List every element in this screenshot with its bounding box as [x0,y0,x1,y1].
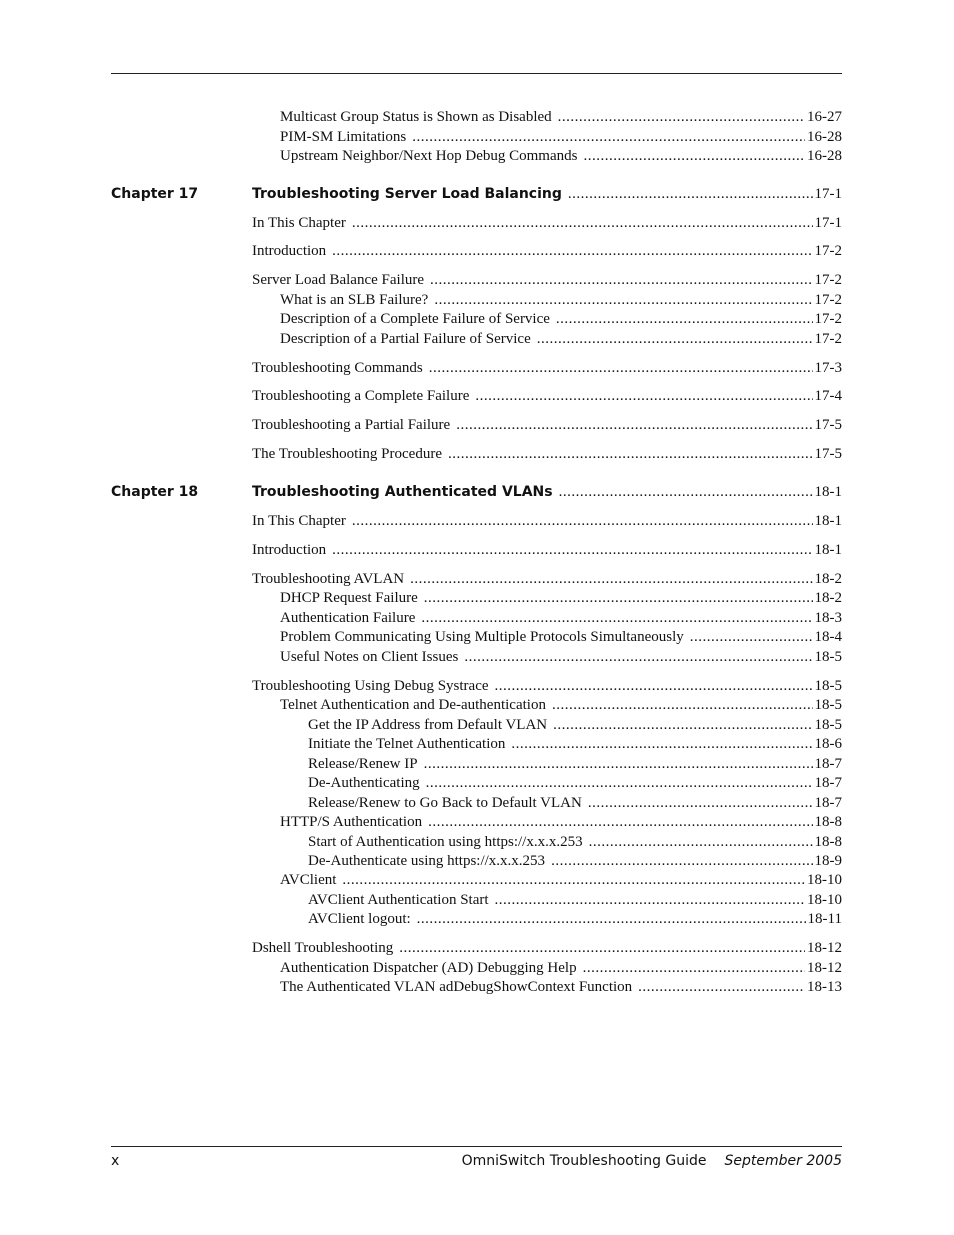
toc-entry-page: 18-1 [814,542,842,558]
toc-entry-page: 18-1 [814,484,842,500]
toc-entry[interactable] [280,627,842,647]
dot-leader [342,870,805,890]
toc-entry-title: Troubleshooting a Complete Failure [252,388,470,404]
toc-entry[interactable] [252,241,842,261]
toc-entry-page: 16-28 [807,129,842,145]
toc-entry-page: 18-4 [814,629,842,645]
dot-leader [412,127,805,147]
toc-entry-title: Start of Authentication using https://x.x.x.253 [308,834,583,850]
toc-entry-page: 18-13 [807,979,842,995]
dot-leader [583,958,805,978]
toc-entry[interactable] [252,444,842,464]
toc-entry-page: 18-5 [814,697,842,713]
toc-entry-page: 17-2 [814,331,842,347]
toc-entry[interactable] [252,569,842,589]
toc-entry-title: PIM-SM Limitations [280,129,407,145]
toc-row [111,870,842,890]
toc-row [111,358,842,378]
toc-row [111,627,842,647]
toc-row [111,832,842,852]
header-rule [111,73,842,74]
toc-row [111,695,842,715]
dot-leader [690,627,813,647]
toc-entry-title: Get the IP Address from Default VLAN [308,717,548,733]
toc-row [111,754,842,774]
dot-leader [430,270,812,290]
toc-row [111,213,842,233]
dot-leader [558,107,805,127]
toc-entry-title: Troubleshooting a Partial Failure [252,417,451,433]
toc-entry-page: 17-4 [814,388,842,404]
toc-row [111,540,842,560]
toc-entry-title: Description of a Partial Failure of Service [280,331,531,347]
dot-leader [638,977,805,997]
page-footer [111,1150,842,1172]
toc-row [111,715,842,735]
footer-right [462,1150,842,1172]
toc-row [111,851,842,871]
toc-row [111,146,842,166]
toc-entry-page: 17-2 [814,292,842,308]
toc-entry-page: 18-8 [814,834,842,850]
toc-row [111,386,842,406]
toc-entry-title: What is an SLB Failure? [280,292,429,308]
toc-entry-page: 18-5 [814,717,842,733]
toc-entry-page: 17-3 [814,360,842,376]
toc-entry-page: 16-27 [807,109,842,125]
dot-leader [495,676,813,696]
toc-entry[interactable] [308,890,842,910]
toc-entry-page: 18-7 [814,756,842,772]
toc-entry-page: 18-9 [814,853,842,869]
toc-entry-title: Introduction [252,243,327,259]
toc-row [111,415,842,435]
toc-entry-title: Troubleshooting AVLAN [252,571,405,587]
toc-entry-title: AVClient [280,872,337,888]
toc-entry-page: 17-2 [814,272,842,288]
toc-entry-title: Troubleshooting Using Debug Systrace [252,678,489,694]
toc-entry[interactable] [252,540,842,560]
dot-leader [448,444,813,464]
toc-entry-title: Upstream Neighbor/Next Hop Debug Commands [280,148,578,164]
toc-entry[interactable] [308,851,842,871]
toc-row [111,977,842,997]
toc-row [111,444,842,464]
toc-entry-page: 18-2 [814,590,842,606]
toc-entry-page: 18-1 [814,513,842,529]
toc-entry-title: Initiate the Telnet Authentication [308,736,506,752]
toc-entry[interactable] [280,588,842,608]
dot-leader [399,938,805,958]
toc-row [111,734,842,754]
toc-row [111,127,842,147]
toc-entry[interactable] [308,754,842,774]
toc-entry-page: 18-5 [814,649,842,665]
dot-leader [475,386,812,406]
toc-row [111,309,842,329]
dot-leader [434,290,812,310]
toc-entry-title: Troubleshooting Commands [252,360,423,376]
toc-entry[interactable] [252,213,842,233]
dot-leader [429,358,813,378]
toc-entry-title: Problem Communicating Using Multiple Protocols Simultaneously [280,629,684,645]
dot-leader [511,734,812,754]
dot-leader [332,540,812,560]
toc-entry[interactable] [252,415,842,435]
dot-leader [553,715,812,735]
toc-entry-title: Release/Renew IP [308,756,418,772]
toc-entry-title: In This Chapter [252,215,346,231]
footer-rule [111,1146,842,1147]
dot-leader [417,909,806,929]
toc-entry[interactable] [252,676,842,696]
toc-entry-title: Troubleshooting Authenticated VLANs [252,484,553,500]
chapter-label: Chapter 18 [111,484,199,500]
dot-leader [456,415,812,435]
toc-row [111,909,842,929]
toc-chapter-row [111,184,842,204]
toc-entry-title: Telnet Authentication and De-authentication [280,697,546,713]
dot-leader [583,146,805,166]
toc-entry-title: The Authenticated VLAN adDebugShowContext Function [280,979,633,995]
toc-row [111,676,842,696]
toc-row [111,812,842,832]
toc-entry-title: Multicast Group Status is Shown as Disabled [280,109,552,125]
dot-leader [464,647,812,667]
toc-row [111,647,842,667]
toc-entry-page: 18-5 [814,678,842,694]
toc-entry-title: Introduction [252,542,327,558]
toc-entry-title: Troubleshooting Server Load Balancing [252,186,562,202]
toc-row [111,958,842,978]
toc-entry-title: AVClient Authentication Start [308,892,489,908]
toc-entry[interactable] [308,909,842,929]
toc-chapter-entry[interactable] [252,482,842,502]
toc-entry-title: Server Load Balance Failure [252,272,425,288]
toc-row [111,890,842,910]
toc-entry[interactable] [280,107,842,127]
toc-entry[interactable] [280,146,842,166]
dot-leader [426,773,813,793]
toc-row [111,569,842,589]
toc-entry-page: 18-12 [807,940,842,956]
dot-leader [352,511,813,531]
toc-entry-title: De-Authenticate using https://x.x.x.253 [308,853,546,869]
toc-entry[interactable] [308,734,842,754]
toc-entry-page: 18-8 [814,814,842,830]
toc-entry[interactable] [280,647,842,667]
dot-leader [495,890,805,910]
toc-entry-page: 18-7 [814,775,842,791]
dot-leader [588,793,813,813]
dot-leader [568,184,813,204]
toc-entry[interactable] [308,832,842,852]
toc-entry[interactable] [280,977,842,997]
toc-entry-page: 17-1 [814,186,842,202]
publication-date: September 2005 [724,1153,842,1169]
toc-entry-page: 17-5 [814,446,842,462]
toc-entry[interactable] [252,386,842,406]
toc-row [111,608,842,628]
toc-entry-title: Authentication Failure [280,610,416,626]
toc-entry[interactable] [252,511,842,531]
toc-row [111,329,842,349]
toc-entry[interactable] [252,938,842,958]
toc-entry[interactable] [280,329,842,349]
toc-entry-page: 17-1 [814,215,842,231]
toc-row [111,241,842,261]
toc-entry[interactable] [280,958,842,978]
dot-leader [551,851,812,871]
dot-leader [421,608,812,628]
toc-entry-page: 18-12 [807,960,842,976]
dot-leader [424,588,813,608]
toc-entry-title: Description of a Complete Failure of Service [280,311,550,327]
dot-leader [537,329,813,349]
toc-entry-page: 18-10 [807,892,842,908]
toc-entry-page: 17-5 [814,417,842,433]
toc-entry[interactable] [308,793,842,813]
toc-chapter-row [111,482,842,502]
toc-entry-page: 16-28 [807,148,842,164]
toc-entry-page: 18-2 [814,571,842,587]
toc-entry-title: Dshell Troubleshooting [252,940,394,956]
toc-row [111,107,842,127]
toc-entry[interactable] [280,812,842,832]
toc-entry-title: The Troubleshooting Procedure [252,446,442,462]
toc-entry-title: Useful Notes on Client Issues [280,649,459,665]
toc-row [111,588,842,608]
toc-entry[interactable] [280,608,842,628]
toc-entry-page: 18-3 [814,610,842,626]
toc-entry[interactable] [308,715,842,735]
toc-entry[interactable] [280,127,842,147]
toc-row [111,511,842,531]
dot-leader [559,482,813,502]
dot-leader [410,569,812,589]
toc-entry[interactable] [280,309,842,329]
dot-leader [332,241,812,261]
guide-title: OmniSwitch Troubleshooting Guide [461,1153,707,1169]
page-number: x [111,1153,120,1169]
chapter-label: Chapter 17 [111,186,199,202]
toc-entry-title: HTTP/S Authentication [280,814,423,830]
toc-entry-title: DHCP Request Failure [280,590,418,606]
toc-entry[interactable] [280,695,842,715]
toc-entry[interactable] [280,290,842,310]
dot-leader [556,309,813,329]
dot-leader [428,812,812,832]
toc-entry-page: 18-6 [814,736,842,752]
toc-row [111,773,842,793]
toc-entry-page: 18-11 [807,911,842,927]
toc-entry-title: De-Authenticating [308,775,420,791]
toc-row [111,290,842,310]
toc-row [111,793,842,813]
toc-entry-title: Release/Renew to Go Back to Default VLAN [308,795,582,811]
toc-entry-title: In This Chapter [252,513,346,529]
toc-entry[interactable] [280,870,842,890]
dot-leader [424,754,813,774]
toc-entry-page: 18-7 [814,795,842,811]
dot-leader [589,832,813,852]
toc-entry[interactable] [252,270,842,290]
toc-chapter-entry[interactable] [252,184,842,204]
toc-entry[interactable] [252,358,842,378]
dot-leader [552,695,813,715]
toc-row [111,938,842,958]
toc-entry-page: 17-2 [814,243,842,259]
toc-row [111,270,842,290]
toc-entry-page: 17-2 [814,311,842,327]
toc-entry[interactable] [308,773,842,793]
toc-entry-title: AVClient logout: [308,911,411,927]
toc-entry-page: 18-10 [807,872,842,888]
toc-entry-title: Authentication Dispatcher (AD) Debugging Help [280,960,577,976]
dot-leader [352,213,813,233]
